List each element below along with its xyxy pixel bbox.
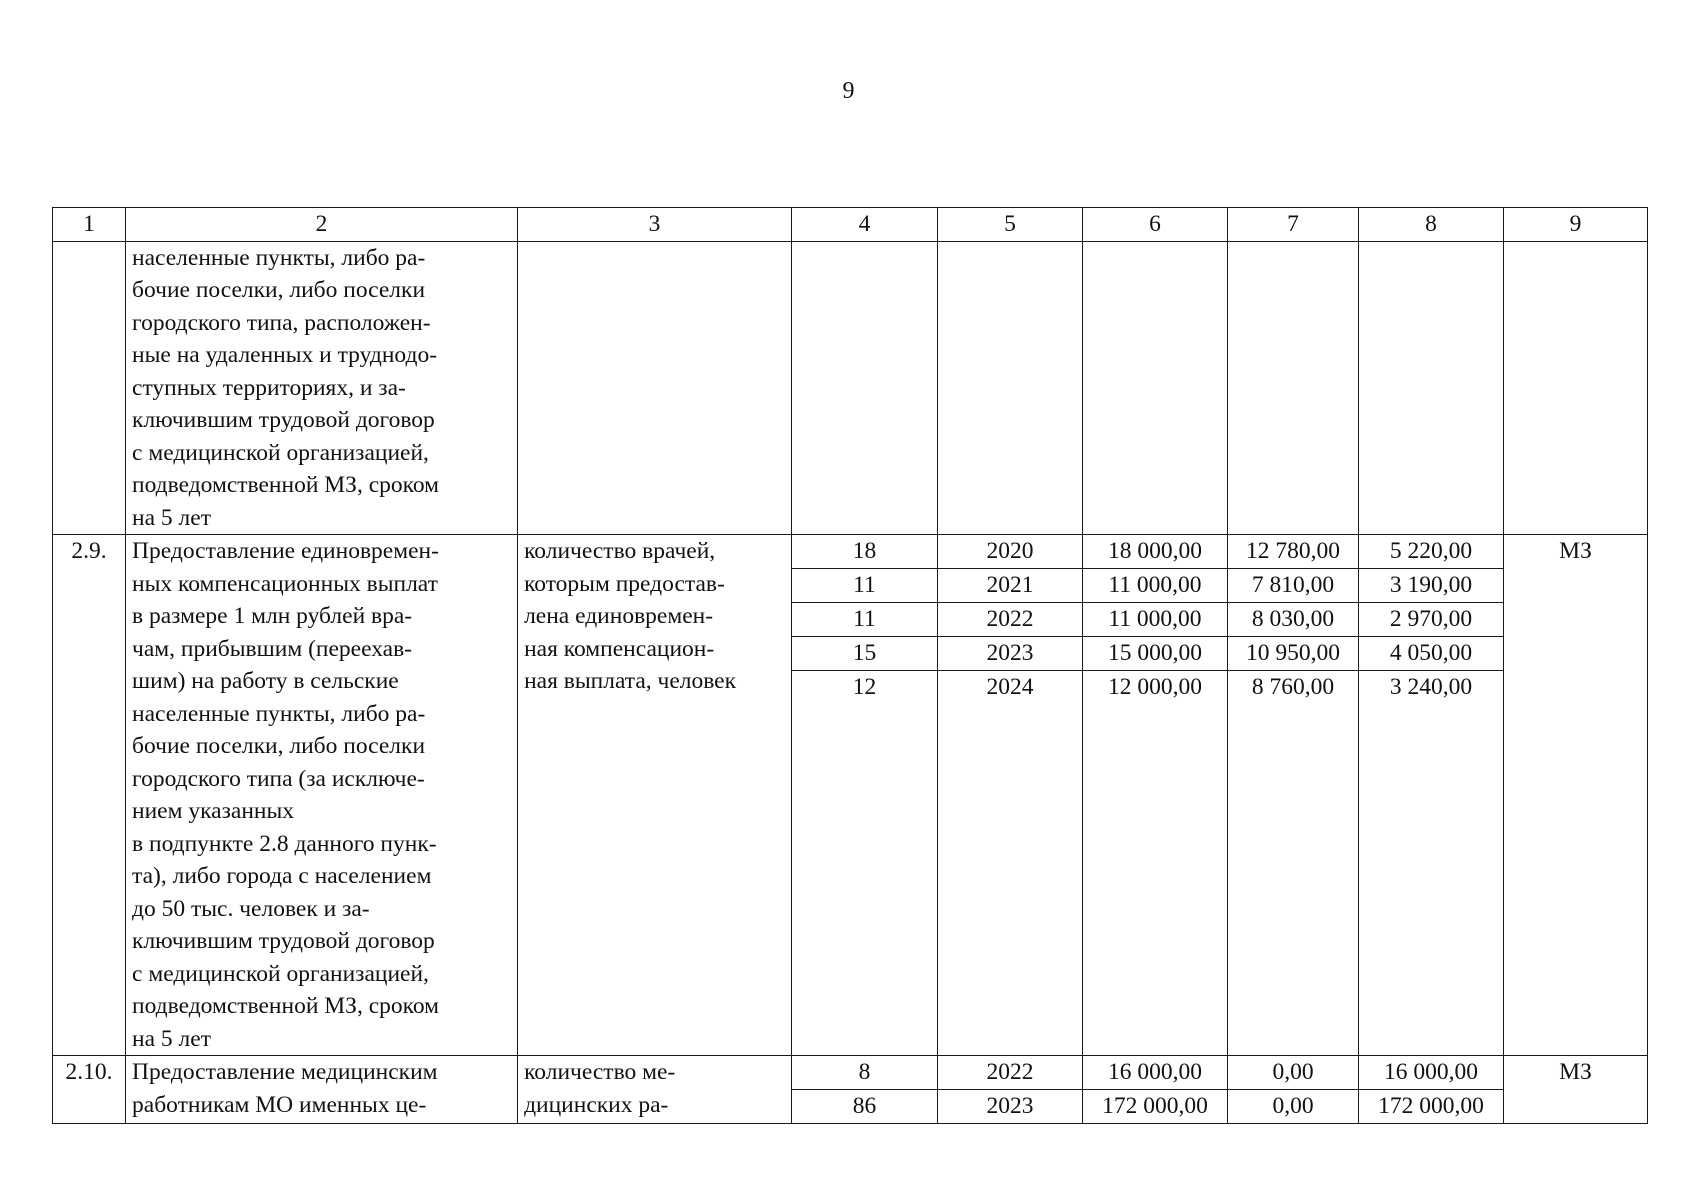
sub-year: 2023 (938, 637, 1082, 671)
description-line: с медицинской организацией, (132, 960, 429, 987)
description-line: шим) на работу в сельские (132, 668, 399, 694)
sub-count: 11 (792, 569, 937, 603)
description-line: городского типа (за исключе- (132, 765, 425, 792)
description-line: с медицинской организацией, (132, 439, 429, 466)
row-number: 2.10. (53, 1056, 126, 1124)
description-line: ключившим трудовой договор (132, 407, 435, 433)
row-indicator (518, 535, 792, 1056)
description-line: бочие поселки, либо поселки (132, 277, 426, 303)
sub-regional: 2 970,00 (1359, 603, 1503, 637)
sub-year: 2022 (938, 1056, 1082, 1090)
description-line: на 5 лет (132, 1025, 211, 1052)
header-cell: 8 (1359, 208, 1504, 242)
header-row (53, 208, 1648, 242)
indicator-line: которым предостав- (524, 570, 725, 597)
table-row (53, 1056, 1648, 1124)
sub-federal: 8 760,00 (1251, 674, 1335, 700)
sub-federal: 8 030,00 (1228, 603, 1358, 637)
cell-total (1083, 535, 1228, 1056)
description-line: работникам МО именных це- (132, 1091, 427, 1118)
header-cell: 5 (938, 208, 1083, 242)
sub-federal: 10 950,00 (1228, 637, 1358, 671)
header-cell: 6 (1083, 208, 1228, 242)
row-indicator (518, 241, 792, 535)
row-number: 2.9. (53, 535, 126, 1056)
sub-regional: 3 240,00 (1389, 674, 1473, 700)
sub-federal: 0,00 (1228, 1056, 1358, 1090)
description-line: городского типа, расположен- (132, 309, 431, 336)
indicator-line: количество ме- (524, 1059, 676, 1085)
row-responsible (1504, 241, 1648, 535)
sub-total: 16 000,00 (1083, 1056, 1227, 1090)
description-line: чам, прибывшим (переехав- (132, 635, 412, 662)
table-row (53, 535, 1648, 1056)
sub-federal: 12 780,00 (1228, 535, 1358, 569)
cell-total (1083, 241, 1228, 535)
description-line: Предоставление единовремен- (132, 538, 439, 564)
cell-regional (1359, 535, 1504, 1056)
sub-regional: 4 050,00 (1359, 637, 1503, 671)
description-line: населенные пункты, либо ра- (132, 244, 426, 271)
sub-total: 172 000,00 (1102, 1093, 1208, 1119)
description-line: Предоставление медицинским (132, 1059, 438, 1085)
header-cell: 3 (518, 208, 792, 242)
indicator-line: количество врачей, (524, 538, 716, 564)
sub-regional: 172 000,00 (1378, 1093, 1484, 1119)
sub-total: 15 000,00 (1083, 637, 1227, 671)
header-cell: 4 (791, 208, 937, 242)
cell-count (791, 1056, 937, 1124)
sub-regional: 16 000,00 (1359, 1056, 1503, 1090)
cell-count (791, 241, 937, 535)
row-number (53, 241, 126, 535)
description-line: ключившим трудовой договор (132, 928, 435, 954)
indicator-line: лена единовремен- (524, 603, 714, 629)
description-line: в размере 1 млн рублей вра- (132, 603, 413, 629)
description-line: нием указанных (132, 798, 295, 824)
sub-year: 2021 (938, 569, 1082, 603)
sub-year: 2022 (938, 603, 1082, 637)
sub-year: 2020 (938, 535, 1082, 569)
cell-regional (1359, 241, 1504, 535)
row-description (126, 1056, 518, 1124)
sub-count: 12 (852, 674, 877, 700)
header-cell: 9 (1504, 208, 1648, 242)
sub-federal: 0,00 (1272, 1093, 1314, 1119)
description-line: населенные пункты, либо ра- (132, 700, 426, 727)
row-responsible: МЗ (1504, 1056, 1648, 1124)
cell-regional (1359, 1056, 1504, 1124)
cell-count (791, 535, 937, 1056)
header-cell: 1 (53, 208, 126, 242)
cell-year (938, 241, 1083, 535)
cell-federal (1228, 1056, 1359, 1124)
cell-year (938, 1056, 1083, 1124)
cell-year (938, 535, 1083, 1056)
description-line: ные на удаленных и труднодо- (132, 342, 438, 368)
indicator-line: дицинских ра- (524, 1091, 669, 1118)
sub-year: 2024 (986, 674, 1034, 700)
sub-count: 15 (792, 637, 937, 671)
page-number: 9 (842, 78, 855, 104)
sub-count: 86 (852, 1093, 877, 1119)
sub-year: 2023 (986, 1093, 1034, 1119)
sub-total: 11 000,00 (1083, 603, 1227, 637)
row-description (126, 535, 518, 1056)
table-row (53, 241, 1648, 535)
description-line: в подпункте 2.8 данного пунк- (132, 830, 437, 857)
sub-total: 18 000,00 (1083, 535, 1227, 569)
sub-regional: 5 220,00 (1359, 535, 1503, 569)
description-line: ступных территориях, и за- (132, 374, 406, 401)
description-line: подведомственной МЗ, сроком (132, 472, 440, 498)
sub-count: 18 (792, 535, 937, 569)
sub-regional: 3 190,00 (1359, 569, 1503, 603)
row-responsible: МЗ (1504, 535, 1648, 1056)
description-line: до 50 тыс. человек и за- (132, 895, 370, 922)
sub-total: 12 000,00 (1108, 674, 1202, 700)
header-cell: 2 (126, 208, 518, 242)
row-indicator (518, 1056, 792, 1124)
description-line: подведомственной МЗ, сроком (132, 993, 440, 1019)
row-description (126, 241, 518, 535)
indicator-line: ная компенсацион- (524, 635, 715, 662)
description-line: ных компенсационных выплат (132, 570, 438, 597)
cell-federal (1228, 241, 1359, 535)
description-line: та), либо города с населением (132, 863, 432, 889)
sub-count: 11 (792, 603, 937, 637)
description-line: бочие поселки, либо поселки (132, 733, 426, 759)
sub-count: 8 (792, 1056, 937, 1090)
cell-federal (1228, 535, 1359, 1056)
indicator-line: ная выплата, человек (524, 668, 737, 694)
description-line: на 5 лет (132, 504, 211, 531)
cell-total (1083, 1056, 1228, 1124)
sub-federal: 7 810,00 (1228, 569, 1358, 603)
sub-total: 11 000,00 (1083, 569, 1227, 603)
header-cell: 7 (1228, 208, 1359, 242)
program-table (52, 207, 1648, 1124)
